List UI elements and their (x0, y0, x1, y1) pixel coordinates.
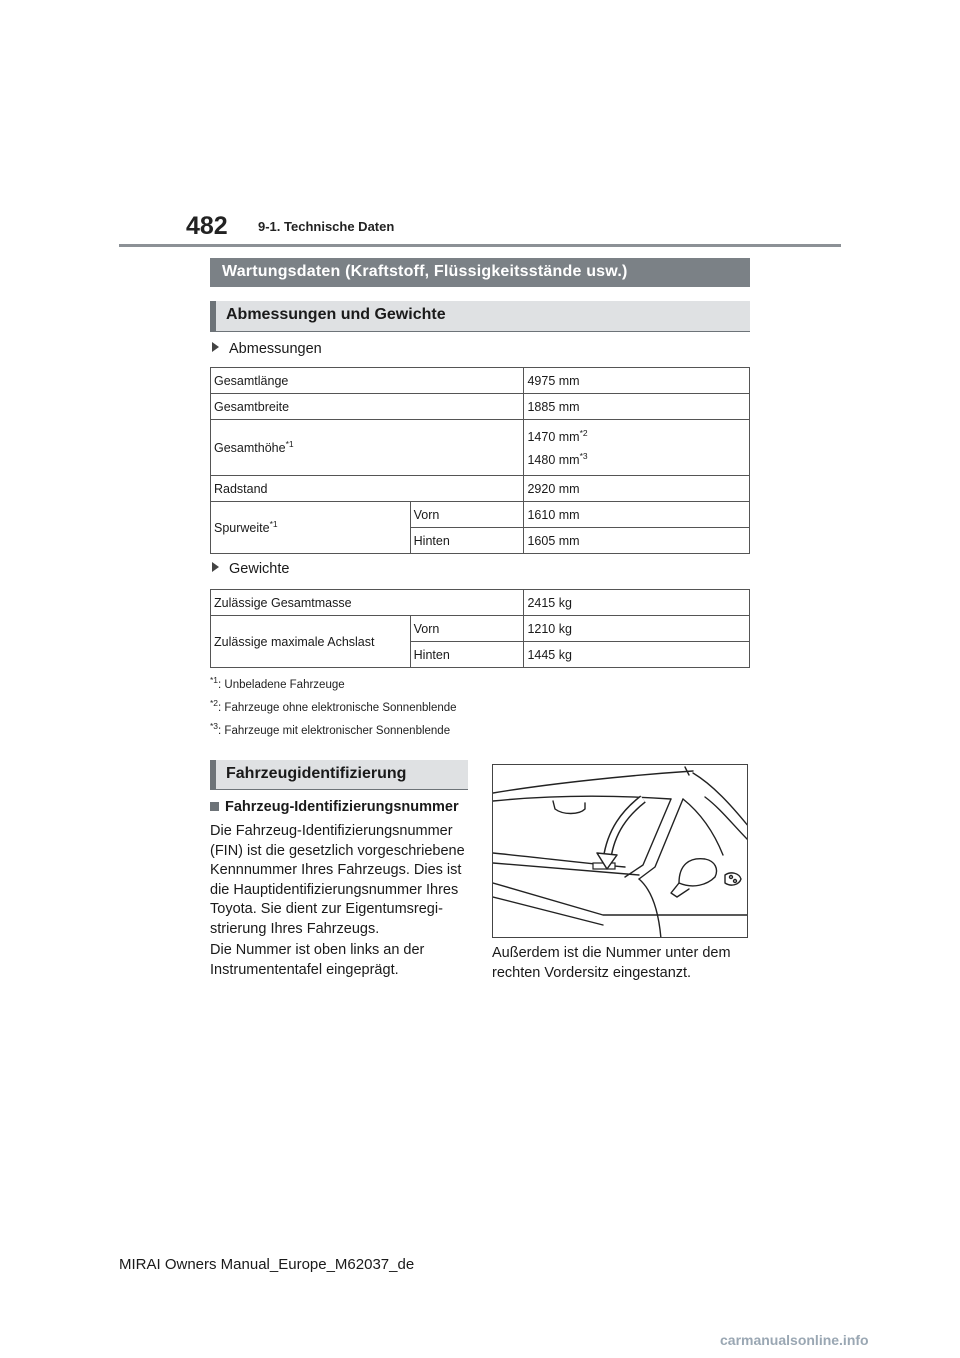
identification-section-title: Fahrzeugidentifizierung (226, 765, 407, 782)
table-row (211, 502, 750, 528)
identification-section-banner (210, 760, 468, 789)
table-cell: 2415 kg (524, 590, 750, 616)
main-title-banner (210, 258, 750, 287)
table-row (211, 590, 750, 616)
table-cell: Gesamthöhe$^{*1}$ (211, 420, 524, 476)
table-cell: Gesamtbreite (211, 394, 524, 420)
table-cell: 1470 $mm^{*2}$ 1480 $mm^{*3}$ (524, 420, 750, 476)
section-label: 9-1. Technische Daten (258, 219, 395, 234)
table-cell: 4975 mm (524, 368, 750, 394)
table-cell: 1885 mm (524, 394, 750, 420)
table-row (211, 368, 750, 394)
table-row (211, 420, 750, 476)
triangle-bullet-icon (212, 342, 219, 352)
dimensions-section-rule (210, 331, 750, 332)
table-cell: 1445 kg (524, 642, 750, 668)
table-cell: Hinten (410, 528, 524, 554)
table-cell: Hinten (410, 642, 524, 668)
table-cell: Spurweite$^{*1}$ (211, 502, 411, 554)
watermark: carmanualsonline.info (720, 1332, 869, 1348)
dimensions-section-banner (210, 301, 750, 331)
table-row (211, 476, 750, 502)
vin-location-illustration (492, 764, 748, 938)
table-cell: Vorn (410, 502, 524, 528)
vin-subheading: Fahrzeug-Identifizierungsnummer (210, 799, 459, 815)
windshield-illustration (493, 765, 748, 938)
manual-footer: MIRAI Owners Manual_Europe_M62037_de (119, 1256, 415, 1273)
dimensions-table (210, 367, 750, 554)
arrow-stem-outline (607, 799, 643, 859)
table-row (211, 616, 750, 642)
header-divider (119, 244, 841, 247)
table-cell: 2920 mm (524, 476, 750, 502)
roof-line (493, 771, 693, 793)
dimensions-heading: Abmessungen (212, 341, 322, 357)
dimensions-section-title: Abmessungen und Gewichte (226, 306, 446, 323)
table-row (211, 394, 750, 420)
main-title: Wartungsdaten (Kraftstoff, Flüssigkeitsstände usw.) (222, 263, 628, 280)
table-cell: 1210 kg (524, 616, 750, 642)
footnote-3: $^{*3}$: Fahrzeuge mit elektronischer Sonnenblende (210, 721, 451, 737)
square-bullet-icon (210, 802, 219, 811)
table-cell: Zulässige maximale Achslast (211, 616, 411, 668)
vin-location-paragraph: Die Nummer ist oben links an der Instrumententafel eingeprägt. (210, 942, 425, 978)
table-cell: Radstand (211, 476, 524, 502)
footnote-2: $^{*2}$: Fahrzeuge ohne elektronische Sonnenblende (210, 698, 457, 714)
weights-heading: Gewichte (212, 561, 289, 577)
table-cell: Gesamtlänge (211, 368, 524, 394)
footnote-1: $^{*1}$: Unbeladene Fahrzeuge (210, 675, 345, 691)
table-cell: 1605 mm (524, 528, 750, 554)
vin-description-paragraph: Die Fahrzeug-Identifizierungsnummer (FIN) ist die gesetzlich vorgeschriebene Kennnummer Ihres Fahrzeugs. Dies ist die Hauptidentifizierungsnummer Ihres Toyota. Sie dient zur Eigentumsregi- strierung Ihres Fahrzeugs. (210, 823, 465, 937)
table-cell: 1610 mm (524, 502, 750, 528)
identification-section-rule (210, 789, 468, 790)
page-number: 482 (186, 212, 228, 240)
seat-vin-caption: Außerdem ist die Nummer unter dem rechten Vordersitz eingestanzt. (492, 945, 731, 981)
weights-table (210, 589, 750, 668)
triangle-bullet-icon (212, 562, 219, 572)
table-cell: Vorn (410, 616, 524, 642)
table-cell: Zulässige Gesamtmasse (211, 590, 524, 616)
